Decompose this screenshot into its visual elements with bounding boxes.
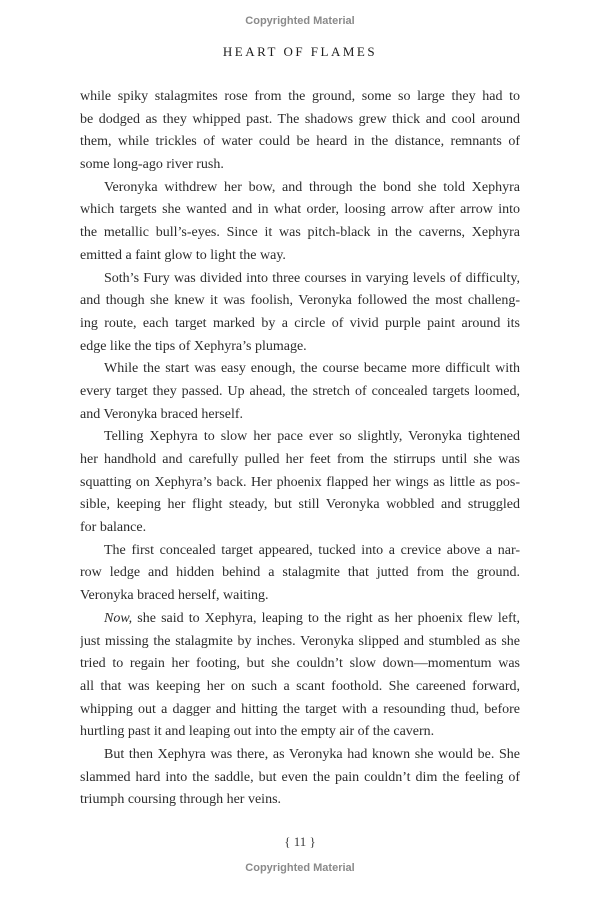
text-line: emitted a faint glow to light the way. [80,247,286,263]
text-line: row ledge and hidden behind a stalagmite that jutted from the ground. [80,565,520,581]
copyright-notice-top: Copyrighted Material [245,15,355,27]
text-line: The first concealed target appeared, tucked into a crevice above a nar- [104,542,520,558]
text-line: Soth’s Fury was divided into three courses in varying levels of difficulty, [104,270,520,286]
text-line: Veronyka withdrew her bow, and through the bond she told Xephyra [104,179,520,195]
text-line: for balance. [80,520,147,536]
text-line: be dodged as they whipped past. The shadows grew thick and cool around [80,111,520,127]
text-line: Veronyka braced herself, waiting. [80,588,269,604]
text-line: the metallic bull’s-eyes. Since it was pitch-black in the caverns, Xephyra [80,225,520,241]
text-line: some long-ago river rush. [80,157,224,173]
running-header-title: HEART OF FLAMES [222,44,378,59]
text-line: and Veronyka braced herself. [80,406,244,422]
body-text [80,86,520,812]
text-line: and though she knew it was foolish, Veronyka followed the most challeng- [80,293,520,309]
text-line: squatting on Xephyra’s back. Her phoenix flapped her wings as little as pos- [80,474,520,490]
text-line: while spiky stalagmites rose from the ground, some so large they had to [80,89,520,104]
text-line: While the start was easy enough, the course became more difficult with [104,361,520,377]
text-line: all that was keeping her on such a scant foothold. She careened forward, [80,678,520,694]
text-line: hurtling past it and leaping out into the empty air of the cavern. [80,724,435,740]
text-line: But then Xephyra was there, as Veronyka had known she would be. She [104,746,520,762]
text-line: Now, she said to Xephyra, leaping to the right as her phoenix flew left, [104,610,520,626]
text-line: just missing the stalagmite by inches. Veronyka slipped and stumbled as she [80,633,520,649]
copyright-notice-bottom: Copyrighted Material [245,862,355,874]
page-number: { 11 } [284,834,316,849]
text-line: slammed hard into the saddle, but even the pain couldn’t dim the feeling of [80,769,520,785]
text-line: Telling Xephyra to slow her pace ever so slightly, Veronyka tightened [104,429,520,445]
text-line: every target they passed. Up ahead, the stretch of concealed targets loomed, [80,383,520,399]
text-line: sible, keeping her flight steady, but still Veronyka wobbled and struggled [80,497,520,513]
text-line: whipping out a dagger and hitting the target with a resounding thud, before [80,701,520,717]
text-line: her handhold and carefully pulled her feet from the stirrups until she was [80,452,520,467]
text-line: triumph coursing through her veins. [80,792,282,808]
text-line: them, while trickles of water could be heard in the distance, remnants of [80,134,520,150]
text-line: tried to regain her footing, but she couldn’t slow down—momentum was [80,656,520,672]
text-line: ing route, each target marked by a circle of vivid purple paint around its [80,315,520,331]
text-line: edge like the tips of Xephyra’s plumage. [80,338,307,354]
text-line: which targets she wanted and in what order, loosing arrow after arrow into [80,202,520,218]
